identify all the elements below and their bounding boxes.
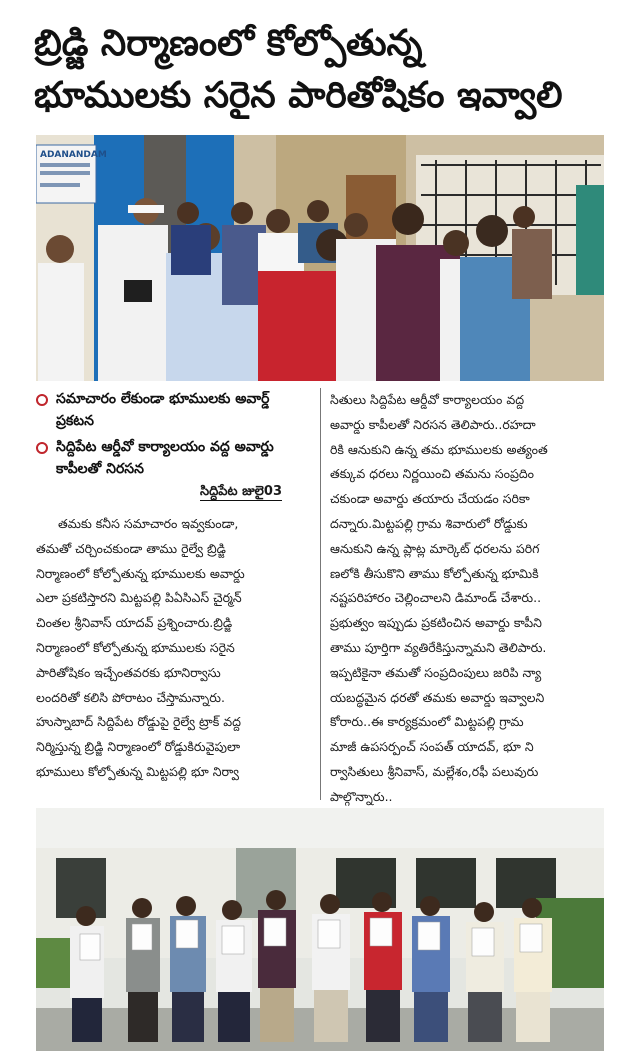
body-line: ర్వాసితులు శ్రీనివాస్, మల్లేశం,రఫీ పలువురు — [330, 763, 539, 779]
body-line: నిర్మిస్తున్న బ్రిడ్జి నిర్మాణంలో రోడ్డుకిరువైపులా — [36, 739, 241, 755]
office-sign-text: ADANANDAM — [40, 150, 107, 160]
highlight-item — [36, 436, 312, 480]
body-line: ఎలా ప్రకటిస్తారని మిట్టపల్లి పిఏసిఎస్ చైర్మన్ — [36, 590, 242, 606]
highlight-text: సిద్దిపేట ఆర్డీవో కార్యాలయం వద్ద అవార్డు కాపీలతో నిరసన — [56, 439, 274, 477]
body-line: పారితోషికం ఇచ్చేంతవరకు భూనిర్వాసు — [36, 664, 221, 680]
body-line: చింతల శ్రీనివాస్ యాదవ్ ప్రశ్నించారు.బ్రిడ్జి — [36, 615, 233, 631]
body-line: పాల్గొన్నారు.. — [330, 788, 393, 804]
body-line: చకుండా అవార్డు తయారు చేయడం సరికా — [330, 491, 530, 507]
photo-meeting-at-office — [36, 135, 604, 381]
body-line: నష్టపరిహారం చెల్లించాలని డిమాండ్ చేశారు.. — [330, 590, 542, 606]
body-line: హుస్నాబాద్ సిద్దిపేట రోడ్డుపై రైల్వే ట్రాక్ వద్ద — [36, 714, 241, 730]
body-line: లందరితో కలిసి పోరాటం చేస్తామన్నారు. — [36, 689, 225, 705]
body-line: తక్కువ ధరలు నిర్ణయించి తమను సంప్రదిం — [330, 466, 535, 482]
body-line: సితులు సిద్దిపేట ఆర్డీవో కార్యాలయం వద్ద — [330, 392, 525, 407]
body-line: నిర్మాణంలో కోల్పోతున్న భూములకు అవార్డు — [36, 565, 245, 581]
highlight-item — [36, 388, 312, 432]
body-line: ణలోకి తీసుకొని తాము కోల్పోతున్న భూమికి — [330, 565, 539, 581]
body-line: తమతో చర్చించకుండా తాము రైల్వే బ్రిడ్జి — [36, 540, 226, 556]
body-line: దన్నారు.మిట్టపల్లి గ్రామ శివారులో రోడ్డుకు — [330, 515, 528, 531]
body-line: కోరారు..ఈ కార్యక్రమంలో మిట్టపల్లి గ్రామ — [330, 714, 524, 730]
article-body-left — [36, 512, 312, 785]
body-line: ఇప్పటికైనా తమతో సంప్రదింపులు జరిపి న్యా — [330, 664, 542, 680]
bullet-circle-icon — [36, 394, 48, 406]
body-line: ప్రభుత్వం ఇప్పుడు ప్రకటించిన అవార్డు కాపీని — [330, 615, 542, 631]
body-line: నిర్మాణంలో కోల్పోతున్న భూములకు సరైన — [36, 639, 235, 655]
headline-line-1: బ్రిడ్జి నిర్మాణంలో కోల్పోతున్న — [34, 23, 423, 64]
column-divider — [320, 388, 321, 800]
article-body-right — [330, 388, 604, 810]
article-right-column — [330, 388, 604, 810]
body-line: భూములు కోల్పోతున్న మిట్టపల్లి భూ నిర్వా — [36, 763, 239, 779]
body-line: యబద్ధమైన ధరతో తమకు అవార్డు ఇవ్వాలని — [330, 689, 545, 705]
photo-protest-group — [36, 808, 604, 1051]
article-left-column — [36, 388, 312, 785]
dateline-text: సిద్దిపేట జులై03 — [199, 484, 282, 499]
body-line: తాము పూర్తిగా వ్యతిరేకిస్తున్నామని తెలిపారు. — [330, 639, 547, 655]
body-line: తమకు కనీస సమాచారం ఇవ్వకుండా, — [58, 516, 239, 531]
body-line: రికి ఆనుకుని ఉన్న తమ భూములకు అత్యంత — [330, 441, 548, 457]
body-line: మాజీ ఉపసర్పంచ్ సంపత్ యాదవ్, భూ ని — [330, 739, 534, 755]
body-line: ఆనుకుని ఉన్న ప్లాట్ల మార్కెట్ ధరలను పరిగ — [330, 540, 540, 556]
headline — [34, 18, 604, 122]
body-line: అవార్డు కాపీలతో నిరసన తెలిపారు..రహదా — [330, 416, 536, 432]
highlight-text: సమాచారం లేకుండా భూములకు అవార్డ్ ప్రకటన — [56, 391, 270, 429]
bullet-circle-icon — [36, 442, 48, 454]
headline-line-2: భూములకు సరైన పారితోషికం ఇవ్వాలి — [34, 75, 563, 116]
dateline — [36, 484, 312, 502]
